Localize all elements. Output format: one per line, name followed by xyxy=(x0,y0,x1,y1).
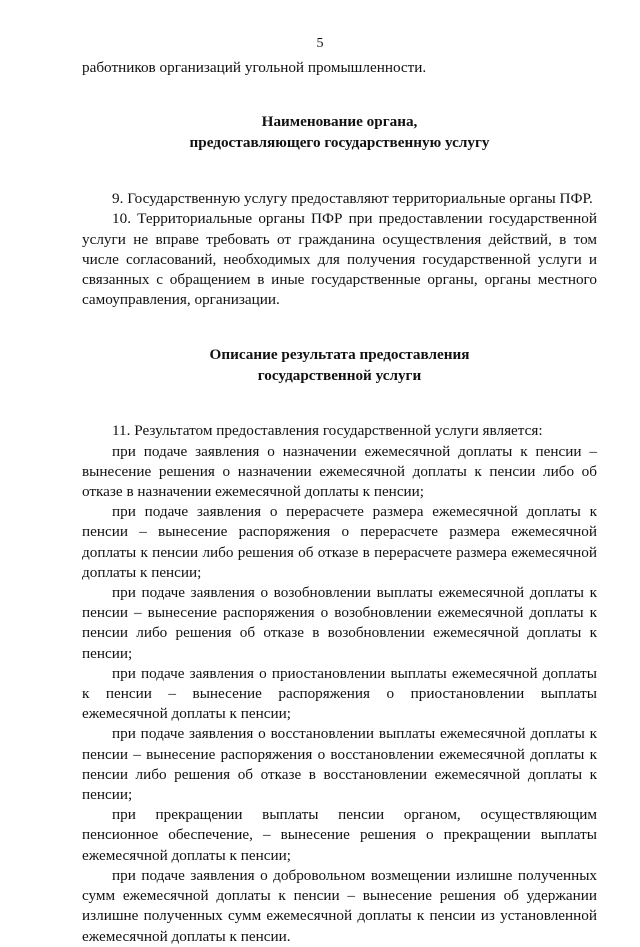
heading-line: Описание результата предоставления xyxy=(209,346,470,364)
paragraph: при подаче заявления о назначении ежемесячной доплаты к пенсии – вынесение решения о назначении ежемесячной доплаты к пенсии либо об отказе в назначении ежемесячной доплаты к пенсии; xyxy=(82,442,597,501)
spacer xyxy=(82,310,597,344)
section-heading-authority xyxy=(82,111,597,153)
paragraph: 10. Территориальные органы ПФР при предоставлении государственной услуги не вправе требовать от гражданина осуществления действий, в том числе согласований, необходимых для получения государственной услуги и связанных с обращением в иные государственные органы, органы местного самоуправления, организации. xyxy=(82,210,597,309)
heading-line: государственной услуги xyxy=(257,367,422,385)
document-body xyxy=(82,58,597,947)
paragraph: при подаче заявления о перерасчете размера ежемесячной доплаты к пенсии – вынесение распоряжения о перерасчете размера ежемесячной доплаты к пенсии либо решения об отказе в перерасчете размера ежемесячной доплаты к пенсии; xyxy=(82,503,597,581)
paragraph: при подаче заявления о добровольном возмещении излишне полученных сумм ежемесячной доплаты к пенсии – вынесение решения об удержании излишне полученных сумм ежемесячной доплаты к пенсии из установленной ежемесячной доплаты к пенсии. xyxy=(82,866,597,945)
section-result-body xyxy=(82,421,597,946)
spacer xyxy=(82,153,597,189)
paragraph: 11. Результатом предоставления государственной услуги является: xyxy=(112,422,543,440)
heading-line: Наименование органа, xyxy=(261,113,418,131)
section-heading-result xyxy=(82,344,597,386)
paragraph: при прекращении выплаты пенсии органом, осуществляющим пенсионное обеспечение, – вынесение решения о прекращении выплаты ежемесячной доплаты к пенсии; xyxy=(82,806,597,864)
paragraph: при подаче заявления о восстановлении выплаты ежемесячной доплаты к пенсии – вынесение распоряжения о восстановлении ежемесячной доплаты к пенсии либо решения об отказе в восстановлении ежемесячной доплаты к пенсии; xyxy=(82,725,597,804)
section-authority-body xyxy=(82,189,597,310)
heading-line: предоставляющего государственную услугу xyxy=(189,134,490,152)
paragraph: 9. Государственную услугу предоставляют территориальные органы ПФР. xyxy=(112,190,593,208)
paragraph: при подаче заявления о приостановлении выплаты ежемесячной доплаты к пенсии – вынесение распоряжения о приостановлении выплаты ежемесячной доплаты к пенсии; xyxy=(82,664,597,723)
intro-line: работников организаций угольной промышленности. xyxy=(82,59,427,76)
paragraph: при подаче заявления о возобновлении выплаты ежемесячной доплаты к пенсии – вынесение распоряжения о возобновлении ежемесячной доплаты к пенсии либо решения об отказе в возобновлении ежемесячной доплаты к пенсии; xyxy=(82,584,597,662)
page-number: 5 xyxy=(316,36,324,51)
spacer xyxy=(82,78,597,111)
spacer xyxy=(82,386,597,421)
